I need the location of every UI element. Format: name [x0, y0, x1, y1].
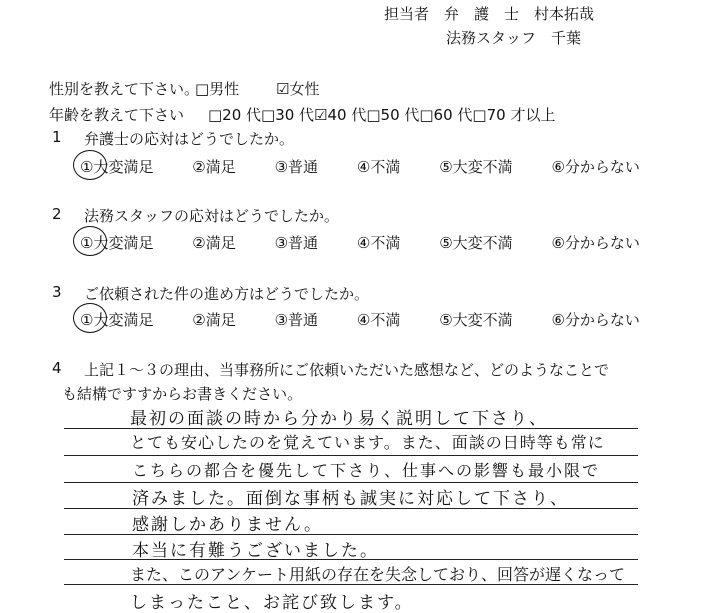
- handwritten-answer-line-2: とても安心したのを覚えています。また、面談の日時等も常に: [130, 433, 605, 452]
- choice-satisfied[interactable]: ②満足: [192, 234, 236, 252]
- handwritten-answer-line-4: 済みました。面倒な事柄も誠実に対応して下さり、: [132, 489, 569, 509]
- gender-prompt: 性別を教えて下さい。: [49, 80, 200, 98]
- handwritten-answer-line-1: 最初の面談の時から分かり易く説明して下さり、: [130, 409, 548, 429]
- choice-satisfied[interactable]: ②満足: [192, 311, 236, 329]
- choice-dissatisfied[interactable]: ④不満: [356, 234, 401, 252]
- choice-dissatisfied[interactable]: ④不満: [356, 158, 401, 176]
- choice-very-dissatisfied[interactable]: ⑤大変不満: [439, 311, 513, 329]
- handwritten-answer-line-6: 本当に有難うございました。: [132, 541, 379, 561]
- choice-neutral[interactable]: ③普通: [274, 158, 319, 176]
- question-2-choices: [80, 232, 640, 253]
- choice-satisfied[interactable]: ②満足: [192, 158, 236, 176]
- question-4-number: 4: [52, 359, 62, 377]
- age-prompt: 年齢を教えて下さい: [49, 106, 185, 124]
- gender-option-male[interactable]: □男性: [195, 80, 240, 98]
- choice-very-satisfied[interactable]: ①大変満足: [80, 158, 154, 176]
- handwritten-answer-line-7: また、このアンケート用紙の存在を失念しており、回答が遅くなって: [130, 565, 626, 584]
- answer-rule: [64, 482, 638, 483]
- choice-very-satisfied[interactable]: ①大変満足: [80, 234, 154, 252]
- handwritten-answer-line-3: こちらの都合を優先して下さり、仕事への影響も最小限で: [132, 461, 601, 480]
- question-2-number: 2: [52, 205, 62, 223]
- choice-neutral[interactable]: ③普通: [274, 311, 319, 329]
- choice-neutral[interactable]: ③普通: [274, 234, 319, 252]
- question-3-text: ご依頼された件の進め方はどうでしたか。: [84, 285, 370, 303]
- handwritten-answer-line-8: しまったこと、お詫び致します。: [130, 593, 414, 613]
- choice-unknown[interactable]: ⑥分からない: [551, 311, 640, 329]
- choice-dissatisfied[interactable]: ④不満: [356, 311, 401, 329]
- gender-option-female[interactable]: ☑女性: [276, 80, 320, 98]
- choice-unknown[interactable]: ⑥分からない: [551, 158, 640, 176]
- staff-line-1: 担当者 弁 護 士 村本拓哉: [384, 5, 595, 23]
- question-4-text-line1: 上記１～３の理由、当事務所にご依頼いただいた感想など、どのようなことで: [84, 361, 610, 379]
- selection-circle: [73, 150, 107, 180]
- answer-rule: [64, 455, 638, 456]
- choice-very-dissatisfied[interactable]: ⑤大変不満: [439, 234, 513, 252]
- question-1-choices: [80, 156, 640, 177]
- choice-unknown[interactable]: ⑥分からない: [551, 234, 640, 252]
- staff-line-2: 法務スタッフ 千葉: [446, 29, 582, 47]
- selection-circle: [73, 226, 107, 256]
- question-3-choices: [80, 309, 640, 330]
- selection-circle: [73, 303, 107, 333]
- question-1-text: 弁護士の応対はどうでしたか。: [84, 130, 295, 148]
- handwritten-answer-line-5: 感謝しかありません。: [132, 515, 324, 535]
- choice-very-satisfied[interactable]: ①大変満足: [80, 311, 154, 329]
- question-1-number: 1: [52, 128, 62, 146]
- question-2-text: 法務スタッフの応対はどうでしたか。: [84, 207, 340, 225]
- age-options[interactable]: □20 代□30 代☑40 代□50 代□60 代□70 才以上: [208, 106, 556, 124]
- choice-very-dissatisfied[interactable]: ⑤大変不満: [439, 158, 513, 176]
- question-3-number: 3: [52, 283, 62, 301]
- question-4-text-line2: も結構ですすからお書きください。: [62, 385, 303, 403]
